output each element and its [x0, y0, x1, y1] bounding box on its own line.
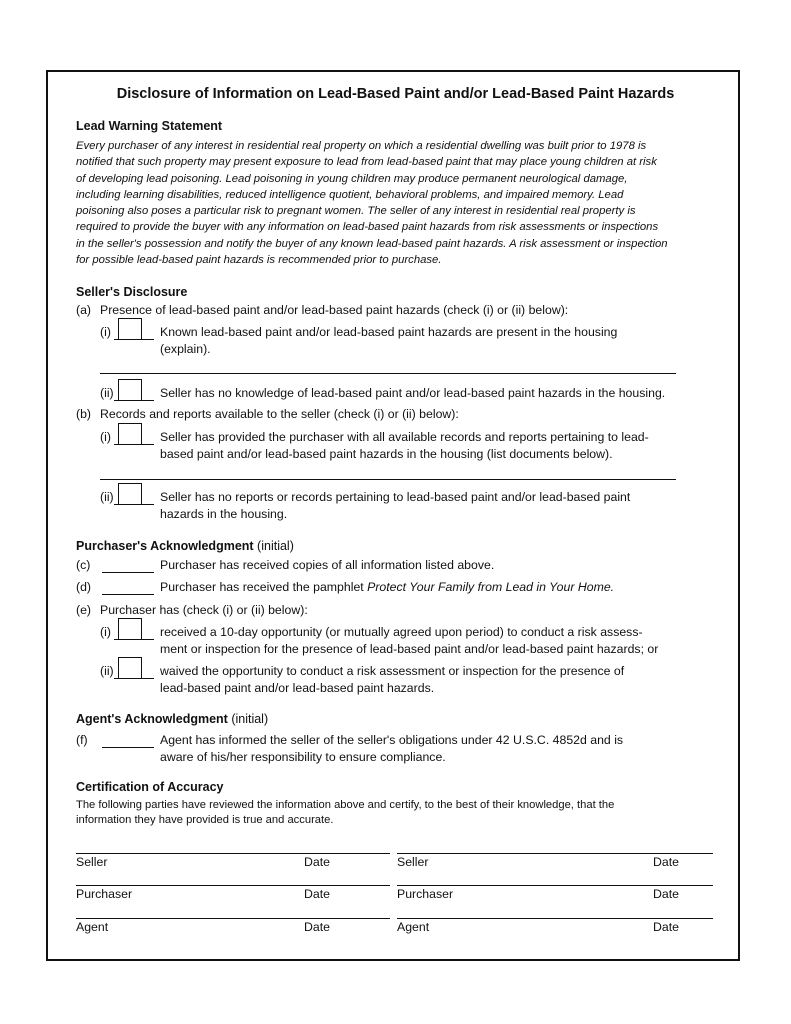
- certification-text: The following parties have reviewed the information above and certify, to the best of their knowledge, that the: [76, 799, 615, 811]
- date-label: Date: [304, 855, 330, 869]
- item-a-ii-text: Seller has no knowledge of lead-based paint and/or lead-based paint hazards in the housing.: [160, 386, 666, 400]
- item-f-text: aware of his/her responsibility to ensure compliance.: [160, 750, 446, 764]
- agent-ack-title: Agent's Acknowledgment: [76, 712, 228, 726]
- item-e-text: Purchaser has (check (i) or (ii) below):: [100, 603, 308, 617]
- initial-line-f[interactable]: [102, 747, 154, 748]
- item-f-label: (f): [76, 733, 88, 747]
- item-b-label: (b): [76, 407, 92, 421]
- item-d-text: [160, 580, 614, 594]
- initial-note: (initial): [227, 712, 269, 726]
- item-b-i-text: based paint and/or lead-based paint hazards in the housing (list documents below).: [160, 447, 613, 461]
- item-a-i-label: (i): [100, 325, 111, 339]
- warning-line: required to provide the buyer with any information on lead-based paint hazards from risk assessments or inspections: [76, 221, 659, 234]
- warning-line: Every purchaser of any interest in residential real property on which a residential dwelling was built prior to 1978 is: [76, 140, 647, 152]
- date-label: Date: [304, 887, 330, 901]
- item-d-label: (d): [76, 580, 92, 594]
- item-b-ii-label: (ii): [100, 490, 114, 504]
- item-e-i-label: (i): [100, 625, 111, 639]
- signature-line-purchaser-right[interactable]: [397, 885, 713, 886]
- item-a-ii-label: (ii): [100, 386, 114, 400]
- item-b-i-label: (i): [100, 430, 111, 444]
- seller-disclosure-heading: Seller's Disclosure: [76, 285, 188, 299]
- date-label: Date: [653, 855, 679, 869]
- warning-text: [76, 138, 726, 268]
- signature-label: Purchaser: [76, 887, 133, 901]
- pamphlet-title: Protect Your Family from Lead in Your Home.: [367, 580, 615, 594]
- initial-line-d[interactable]: [102, 594, 154, 595]
- item-a-i-text: Known lead-based paint and/or lead-based paint hazards are present in the housing: [160, 325, 618, 339]
- initial-line-c[interactable]: [102, 572, 154, 573]
- checkbox-b-ii[interactable]: [118, 483, 142, 505]
- item-e-ii-label: (ii): [100, 664, 114, 678]
- warning-line: in the seller's possession and notify the buyer of any known lead-based paint hazards. A risk assessment or inspection: [76, 237, 668, 250]
- checkbox-a-i[interactable]: [118, 318, 142, 340]
- certification-text: information they have provided is true and accurate.: [76, 814, 334, 826]
- signature-label: Seller: [397, 855, 429, 869]
- item-e-ii-text: lead-based paint and/or lead-based paint hazards.: [160, 681, 435, 695]
- item-a-text: Presence of lead-based paint and/or lead-based paint hazards (check (i) or (ii) below):: [100, 303, 569, 317]
- purchaser-ack-heading: [76, 539, 294, 553]
- item-b-ii-text: Seller has no reports or records pertaining to lead-based paint and/or lead-based paint: [160, 490, 631, 504]
- signature-label: Agent: [76, 920, 109, 934]
- item-b-i-text: Seller has provided the purchaser with all available records and reports pertaining to lead-: [160, 430, 649, 444]
- signature-line-seller-left[interactable]: [76, 853, 390, 854]
- warning-line: of developing lead poisoning. Lead poisoning in young children may produce permanent neurological damage,: [76, 172, 628, 185]
- item-d-text-main: Purchaser has received the pamphlet: [160, 580, 368, 594]
- signature-label: Purchaser: [397, 887, 454, 901]
- item-e-ii-text: waived the opportunity to conduct a risk assessment or inspection for the presence of: [160, 664, 625, 678]
- warning-line: for possible lead-based paint hazards is recommended prior to purchase.: [76, 254, 442, 267]
- signature-line-agent-left[interactable]: [76, 918, 390, 919]
- item-c-label: (c): [76, 558, 91, 572]
- certification-heading: Certification of Accuracy: [76, 780, 224, 794]
- checkbox-e-ii[interactable]: [118, 657, 142, 679]
- date-label: Date: [653, 887, 679, 901]
- item-c-text: Purchaser has received copies of all information listed above.: [160, 558, 495, 572]
- warning-line: notified that such property may present exposure to lead from lead-based paint that may place young children at risk: [76, 156, 657, 169]
- signature-line-seller-right[interactable]: [397, 853, 713, 854]
- item-e-i-text: ment or inspection for the presence of lead-based paint and/or lead-based paint hazards; or: [160, 642, 659, 656]
- signature-line-agent-right[interactable]: [397, 918, 713, 919]
- item-a-label: (a): [76, 303, 92, 317]
- warning-line: poisoning also poses a particular risk to pregnant women. The seller of any interest in residential real property is: [76, 205, 636, 218]
- item-e-i-text: received a 10-day opportunity (or mutually agreed upon period) to conduct a risk assess-: [160, 625, 643, 639]
- signature-line-purchaser-left[interactable]: [76, 885, 390, 886]
- item-b-ii-text: hazards in the housing.: [160, 507, 288, 521]
- warning-heading: Lead Warning Statement: [76, 119, 223, 133]
- item-f-text: Agent has informed the seller of the seller's obligations under 42 U.S.C. 4852d and is: [160, 733, 624, 747]
- signature-label: Agent: [397, 920, 430, 934]
- agent-ack-heading: [76, 712, 268, 726]
- purchaser-ack-title: Purchaser's Acknowledgment: [76, 539, 254, 553]
- checkbox-a-ii[interactable]: [118, 379, 142, 401]
- checkbox-b-i[interactable]: [118, 423, 142, 445]
- warning-line: including learning disabilities, reduced intelligence quotient, behavioral problems, and impaired memory. Lead: [76, 188, 624, 201]
- documents-line[interactable]: [100, 479, 676, 480]
- date-label: Date: [653, 920, 679, 934]
- item-a-i-text: (explain).: [160, 342, 211, 356]
- item-b-text: Records and reports available to the seller (check (i) or (ii) below):: [100, 407, 459, 421]
- form-title: Disclosure of Information on Lead-Based Paint and/or Lead-Based Paint Hazards: [116, 86, 675, 102]
- date-label: Date: [304, 920, 330, 934]
- signature-label: Seller: [76, 855, 108, 869]
- checkbox-e-i[interactable]: [118, 618, 142, 640]
- item-e-label: (e): [76, 603, 92, 617]
- initial-note: (initial): [253, 539, 294, 553]
- explain-line[interactable]: [100, 373, 676, 374]
